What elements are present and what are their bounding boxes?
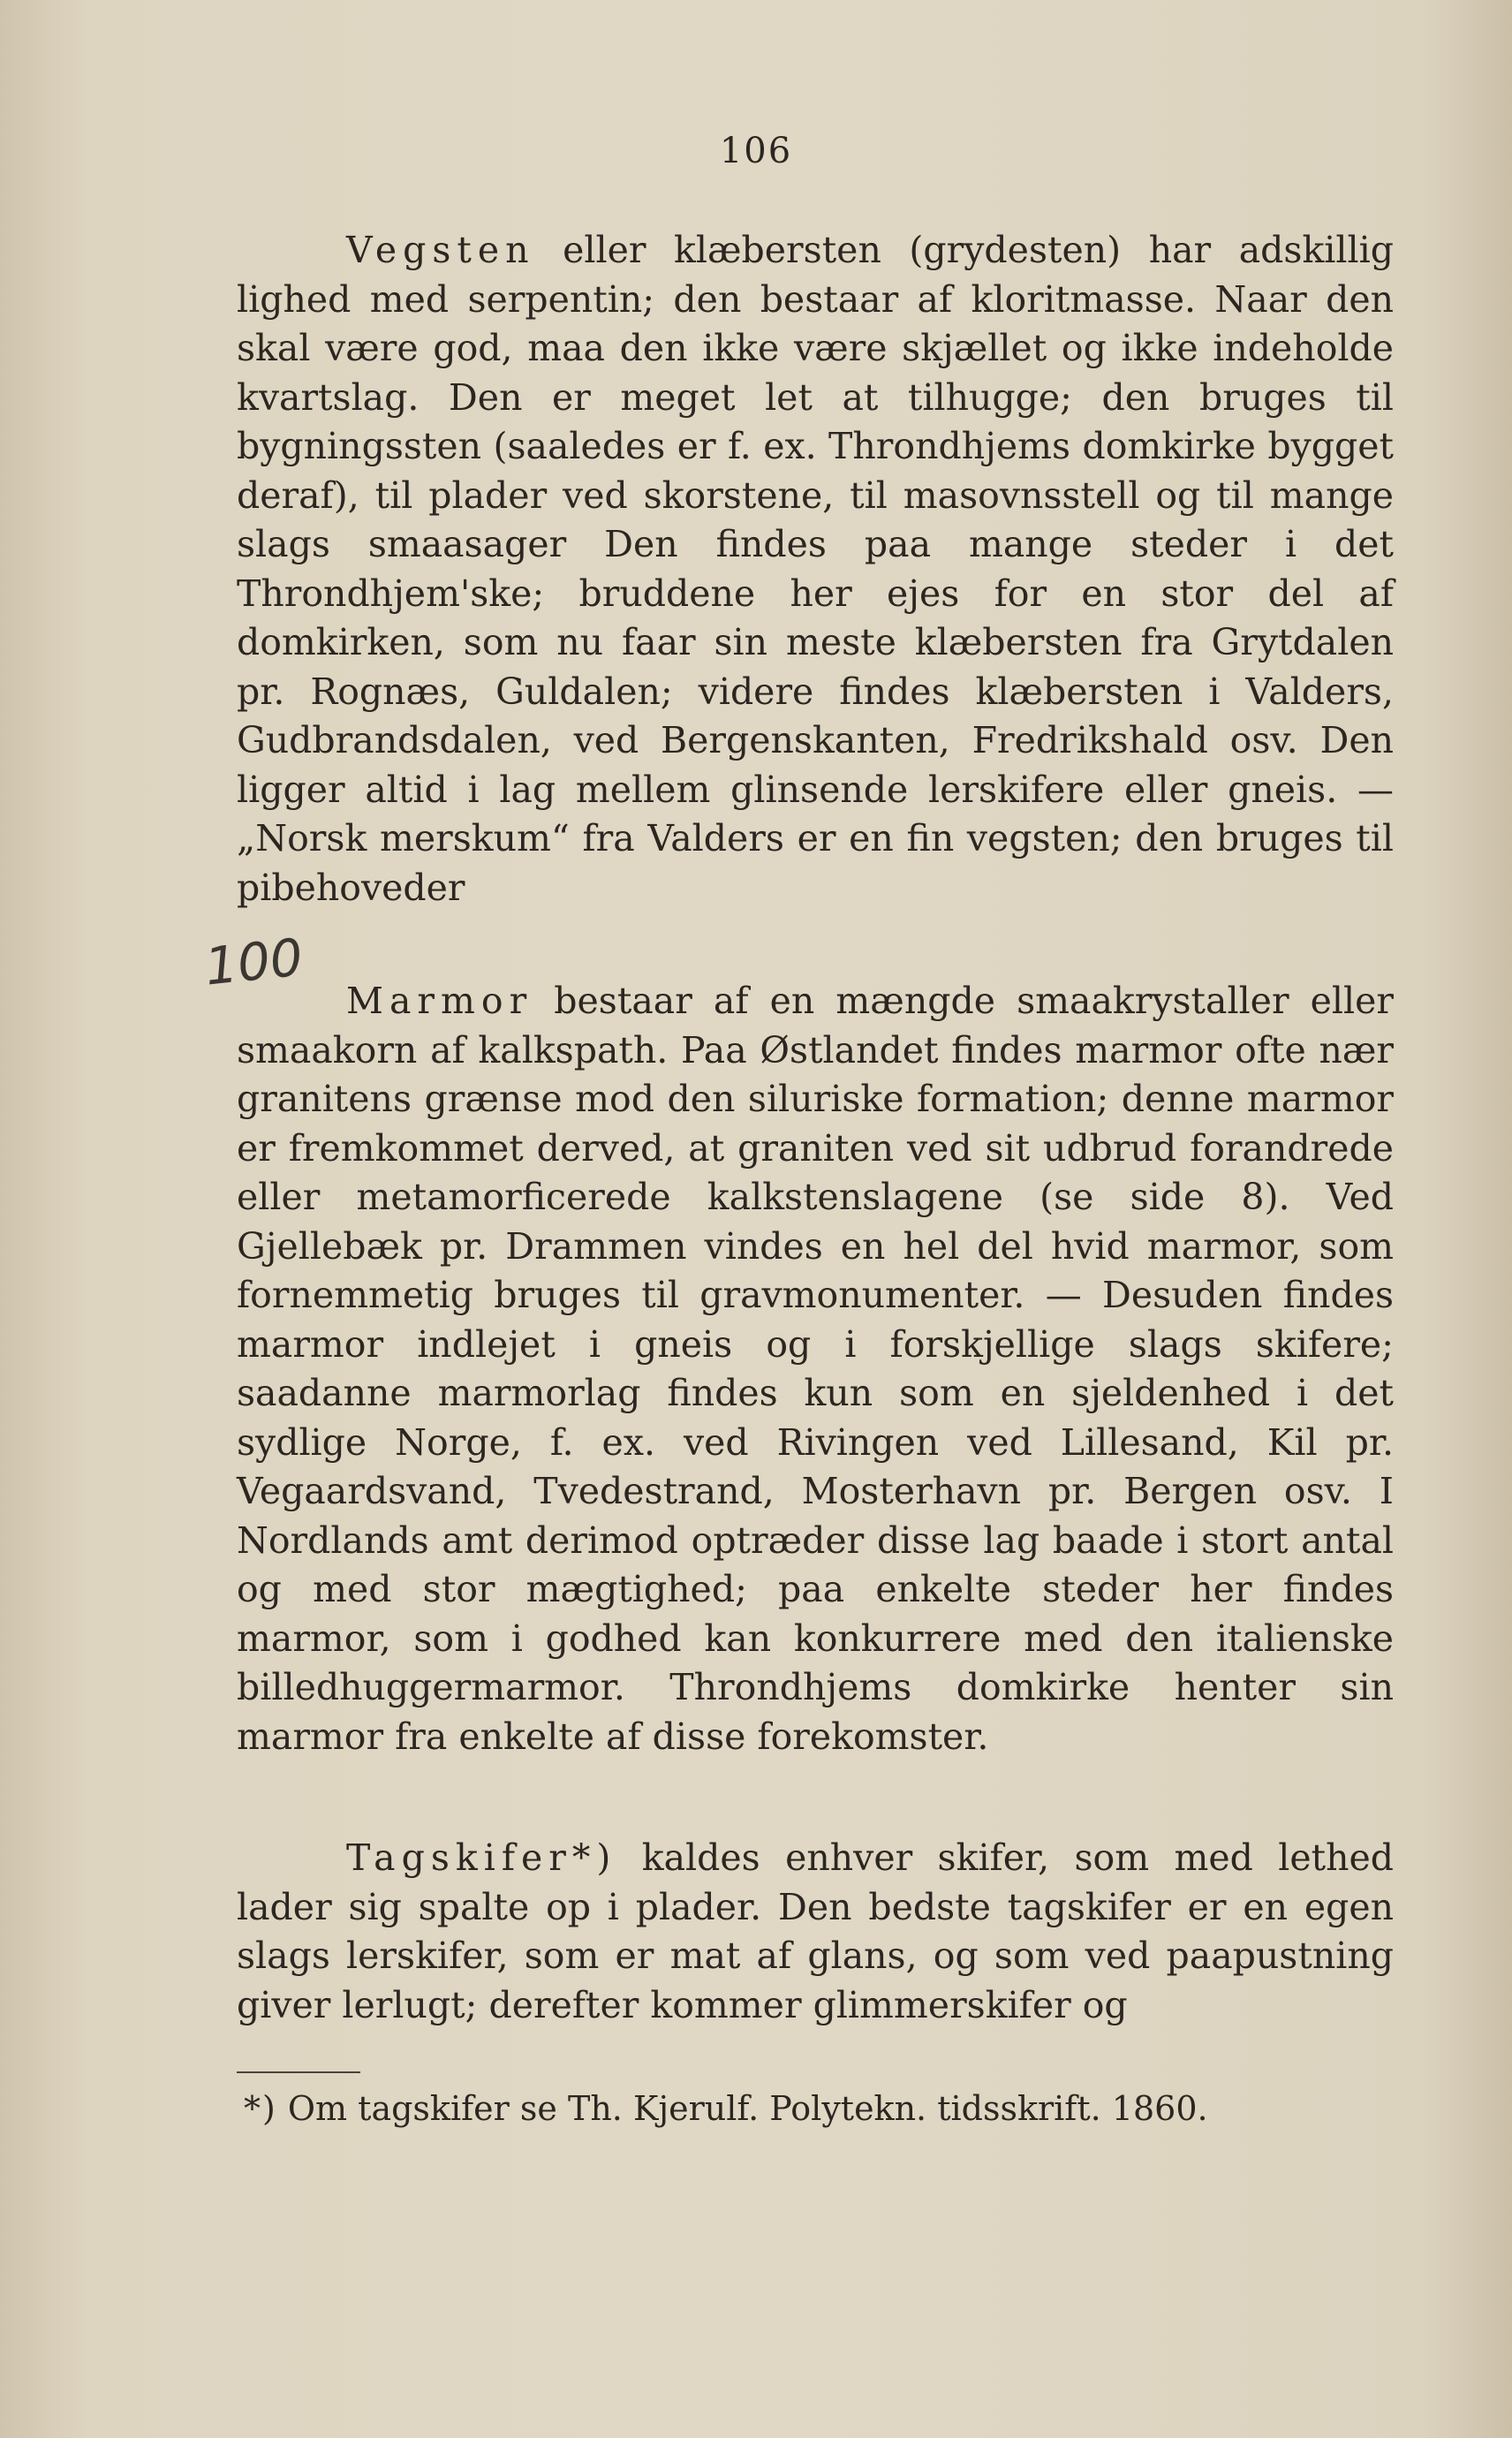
handwritten-margin-note: 100 bbox=[201, 927, 306, 997]
paragraph-text bbox=[237, 977, 1394, 1761]
paragraph-body: eller klæbersten (grydesten) har adskillig lighed med serpentin; den bestaar af kloritmasse. Naar den skal være god, maa den ikke være skjællet og ikke indeholde kvartslag. Den er meget let at tilhugge; den bruges til bygningssten (saaledes er f. ex. Throndhjems domkirke bygget deraf), til plader ved skorstene, til masovnsstell og til mange slags smaasager Den findes paa mange steder i det Throndhjem'ske; bruddene her ejes for en stor del af domkirken, som nu faar sin meste klæbersten fra Grytdalen pr. Rognæs, Guldalen; videre findes klæbersten i Valders, Gudbrandsdalen, ved Bergenskanten, Fredrikshald osv. Den ligger altid i lag mellem glinsende lerskifere eller gneis. — „Norsk merskum“ fra Valders er en fin vegsten; den bruges til pibehoveder bbox=[237, 229, 1394, 909]
paragraph-term: Marmor bbox=[346, 980, 533, 1022]
paragraph-vegsten bbox=[237, 226, 1394, 912]
footnote-text: Om tagskifer se Th. Kjerulf. Polytekn. tidsskrift. 1860. bbox=[276, 2089, 1208, 2128]
paragraph-marmor bbox=[237, 977, 1394, 1761]
paragraph-text bbox=[237, 1834, 1394, 2030]
footnote-marker: *) bbox=[244, 2089, 277, 2128]
paragraph-term: Vegsten bbox=[346, 229, 535, 271]
footnote bbox=[244, 2086, 1392, 2131]
paragraph-body: kaldes enhver skifer, som med lethed lader sig spalte op i plader. Den bedste tagskifer er en egen slags lerskifer, som er mat af glans, og som ved paapustning giver lerlugt; derefter kommer glimmerskifer og bbox=[237, 1836, 1394, 2026]
paragraph-text bbox=[237, 226, 1394, 912]
page-number: 106 bbox=[719, 131, 793, 171]
paragraph-term: Tagskifer*) bbox=[346, 1836, 617, 1879]
paragraph-tagskifer bbox=[237, 1834, 1394, 2030]
paragraph-body: bestaar af en mængde smaakrystaller eller smaakorn af kalkspath. Paa Østlandet findes marmor ofte nær granitens grænse mod den siluriske formation; denne marmor er fremkommet derved, at graniten ved sit udbrud forandrede eller metamorficerede kalkstenslagene (se side 8). Ved Gjellebæk pr. Drammen vindes en hel del hvid marmor, som fornemmetig bruges til gravmonumenter. — Desuden findes marmor indlejet i gneis og i forskjellige slags skifere; saadanne marmorlag findes kun som en sjeldenhed i det sydlige Norge, f. ex. ved Rivingen ved Lillesand, Kil pr. Vegaardsvand, Tvedestrand, Mosterhavn pr. Bergen osv. I Nordlands amt derimod optræder disse lag baade i stort antal og med stor mægtighed; paa enkelte steder her findes marmor, som i godhed kan konkurrere med den italienske billedhuggermarmor. Throndhjems domkirke henter sin marmor fra enkelte af disse forekomster. bbox=[237, 980, 1394, 1758]
footnote-divider bbox=[237, 2071, 360, 2073]
